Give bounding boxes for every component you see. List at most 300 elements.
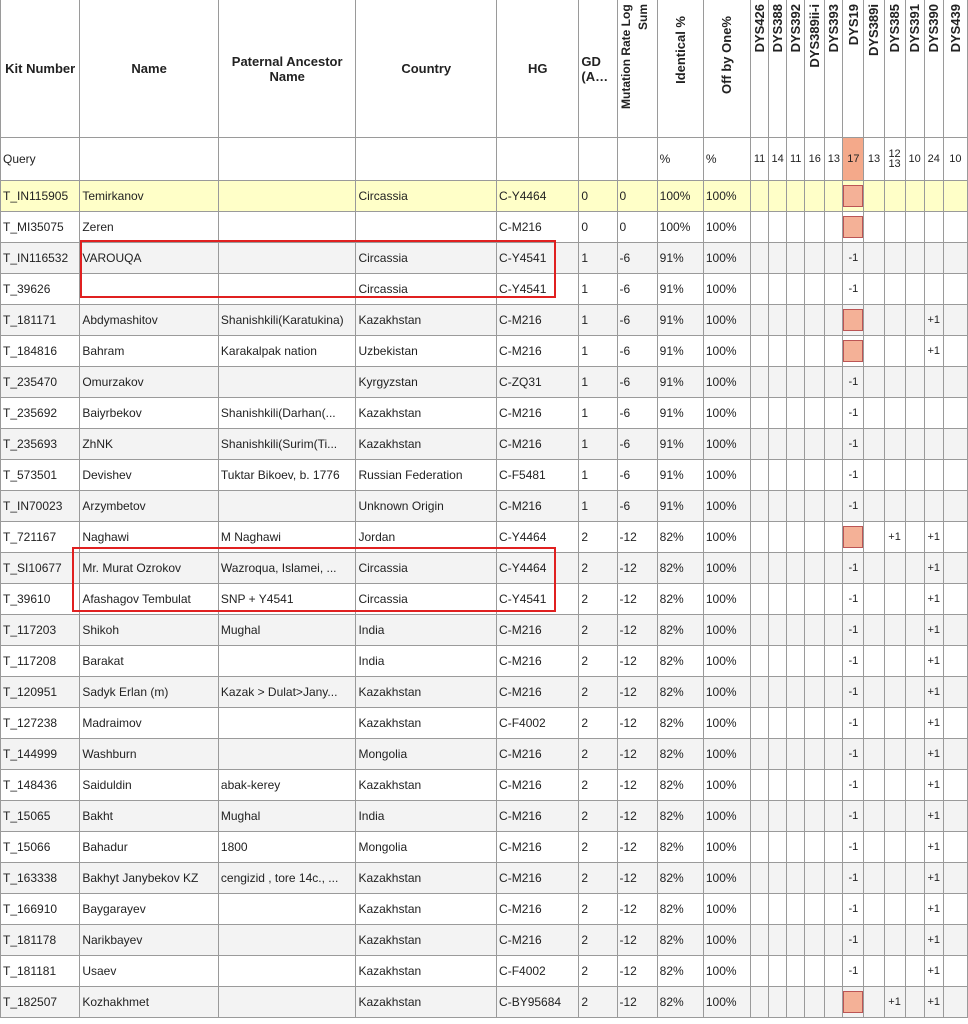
dys390-cell <box>924 367 943 398</box>
col-country[interactable]: Country <box>356 0 497 138</box>
mutation-cell: -12 <box>617 739 657 770</box>
dys-cell <box>787 770 805 801</box>
kit-number-cell: T_IN70023 <box>1 491 80 522</box>
mutation-cell: -12 <box>617 677 657 708</box>
dys390-cell: +1 <box>924 987 943 1018</box>
dys-cell <box>787 398 805 429</box>
dys-cell <box>805 553 825 584</box>
dys-cell <box>943 584 967 615</box>
dys-cell <box>769 770 787 801</box>
dys-cell <box>751 429 769 460</box>
mutation-cell: -12 <box>617 925 657 956</box>
dys390-cell: +1 <box>924 305 943 336</box>
col-dys426[interactable] <box>751 0 769 138</box>
dys-cell <box>751 584 769 615</box>
dys19-cell: -1 <box>843 677 864 708</box>
hg-cell: C-M216 <box>497 677 579 708</box>
dys-cell <box>805 956 825 987</box>
dys-cell <box>905 832 924 863</box>
identical-cell: 91% <box>657 429 703 460</box>
dys-cell <box>825 274 843 305</box>
offbyone-cell: 100% <box>703 460 750 491</box>
dys-cell <box>825 429 843 460</box>
hg-cell: C-M216 <box>497 615 579 646</box>
dys-label: DYS393 <box>826 4 842 53</box>
identical-cell: 82% <box>657 956 703 987</box>
dys390-cell <box>924 212 943 243</box>
table-row[interactable] <box>1 274 968 305</box>
dys-cell <box>787 677 805 708</box>
mutation-cell: -6 <box>617 398 657 429</box>
table-row[interactable] <box>1 739 968 770</box>
name-cell: Barakat <box>80 646 219 677</box>
name-cell <box>80 274 219 305</box>
table-row[interactable] <box>1 522 968 553</box>
dys-cell <box>864 894 884 925</box>
dys-cell <box>805 460 825 491</box>
dys-cell <box>943 398 967 429</box>
dys-cell <box>864 832 884 863</box>
dys-cell <box>864 956 884 987</box>
offbyone-cell: 100% <box>703 181 750 212</box>
table-row[interactable] <box>1 367 968 398</box>
dys-cell <box>805 770 825 801</box>
dys19-cell: -1 <box>843 367 864 398</box>
dys-cell <box>905 181 924 212</box>
ancestor-cell <box>218 243 356 274</box>
dys-cell <box>825 801 843 832</box>
dys-cell <box>943 336 967 367</box>
table-row[interactable] <box>1 801 968 832</box>
dys385-cell <box>884 832 905 863</box>
mutation-cell: -12 <box>617 553 657 584</box>
dys-cell <box>905 584 924 615</box>
hg-cell: C-M216 <box>497 212 579 243</box>
hg-cell: C-Y4541 <box>497 584 579 615</box>
dys19-cell: -1 <box>843 708 864 739</box>
dys19-cell: -1 <box>843 646 864 677</box>
dys385-cell <box>884 243 905 274</box>
kit-number-cell: T_15065 <box>1 801 80 832</box>
dys-cell <box>864 646 884 677</box>
col-mutation-rate-label: Mutation Rate Log Sum <box>618 4 650 109</box>
ancestor-cell: 1800 <box>218 832 356 863</box>
dys19-cell: -1 <box>843 553 864 584</box>
dys-cell <box>864 801 884 832</box>
dys385-cell <box>884 584 905 615</box>
dys-cell <box>769 305 787 336</box>
identical-cell: 100% <box>657 181 703 212</box>
name-cell: Washburn <box>80 739 219 770</box>
gd-cell: 2 <box>579 987 617 1018</box>
col-dys389ii-i[interactable] <box>805 0 825 138</box>
dys-cell <box>864 677 884 708</box>
dys-cell <box>825 894 843 925</box>
dys-cell <box>905 429 924 460</box>
dys-label: DYS439 <box>947 4 963 53</box>
query-dys-value: 10 <box>943 138 967 181</box>
table-row[interactable] <box>1 336 968 367</box>
table-row[interactable] <box>1 863 968 894</box>
dys-cell <box>825 863 843 894</box>
table-row[interactable] <box>1 708 968 739</box>
col-paternal-ancestor[interactable]: Paternal Ancestor Name <box>218 0 356 138</box>
dys-cell <box>805 739 825 770</box>
table-row[interactable] <box>1 305 968 336</box>
hg-cell: C-M216 <box>497 770 579 801</box>
country-cell: Kazakhstan <box>356 398 497 429</box>
dys-cell <box>787 243 805 274</box>
ancestor-cell: Kazak > Dulat>Jany... <box>218 677 356 708</box>
gd-cell: 0 <box>579 181 617 212</box>
dys-cell <box>769 894 787 925</box>
dys-cell <box>769 429 787 460</box>
dys-cell <box>769 212 787 243</box>
col-dys389i[interactable] <box>864 0 884 138</box>
col-dys392[interactable] <box>787 0 805 138</box>
gd-cell: 1 <box>579 336 617 367</box>
country-cell: Kazakhstan <box>356 305 497 336</box>
table-row[interactable] <box>1 615 968 646</box>
dys-label: DYS389ii-i <box>807 4 823 68</box>
col-dys385[interactable] <box>884 0 905 138</box>
dys-cell <box>805 243 825 274</box>
dys-cell <box>825 832 843 863</box>
dys-cell <box>805 491 825 522</box>
mutation-cell: -12 <box>617 894 657 925</box>
dys-cell <box>751 336 769 367</box>
dys-cell <box>787 274 805 305</box>
table-row[interactable] <box>1 398 968 429</box>
ancestor-cell: Shanishkili(Surim(Ti... <box>218 429 356 460</box>
dys-cell <box>825 708 843 739</box>
mutation-cell: -6 <box>617 367 657 398</box>
col-kit-number[interactable]: Kit Number <box>1 0 80 138</box>
dys-cell <box>825 367 843 398</box>
country-cell: Kazakhstan <box>356 987 497 1018</box>
col-dys390[interactable] <box>924 0 943 138</box>
dys19-cell: -1 <box>843 491 864 522</box>
name-cell: Temirkanov <box>80 181 219 212</box>
dys19-cell <box>843 212 864 243</box>
col-dys19[interactable] <box>843 0 864 138</box>
kit-number-cell: T_181178 <box>1 925 80 956</box>
gd-cell: 1 <box>579 367 617 398</box>
dys-cell <box>787 646 805 677</box>
dys-cell <box>751 212 769 243</box>
gd-cell: 2 <box>579 801 617 832</box>
table-row[interactable] <box>1 243 968 274</box>
country-cell: Kazakhstan <box>356 429 497 460</box>
table-row[interactable] <box>1 832 968 863</box>
dys-cell <box>905 894 924 925</box>
gd-cell: 1 <box>579 243 617 274</box>
name-cell: Afashagov Tembulat <box>80 584 219 615</box>
table-row[interactable] <box>1 491 968 522</box>
gd-cell: 2 <box>579 646 617 677</box>
table-row[interactable] <box>1 956 968 987</box>
dys-cell <box>864 925 884 956</box>
col-gd[interactable]: GD (Abs) <box>579 0 617 138</box>
dys390-cell: +1 <box>924 956 943 987</box>
gd-cell: 2 <box>579 522 617 553</box>
dys-label: DYS385 <box>887 4 903 53</box>
dys-cell <box>905 274 924 305</box>
identical-cell: 91% <box>657 274 703 305</box>
gd-cell: 1 <box>579 429 617 460</box>
dys-label: DYS391 <box>907 4 923 53</box>
dys-cell <box>751 770 769 801</box>
query-cell <box>617 138 657 181</box>
dys385-cell <box>884 553 905 584</box>
dys-cell <box>905 522 924 553</box>
mutation-cell: -12 <box>617 522 657 553</box>
ancestor-cell: Mughal <box>218 615 356 646</box>
dys385-cell <box>884 956 905 987</box>
kit-number-cell: T_IN115905 <box>1 181 80 212</box>
identical-cell: 82% <box>657 522 703 553</box>
dys-cell <box>769 491 787 522</box>
dys-cell <box>943 615 967 646</box>
identical-cell: 82% <box>657 801 703 832</box>
col-name[interactable]: Name <box>80 0 219 138</box>
country-cell: Kazakhstan <box>356 894 497 925</box>
mutation-cell: -12 <box>617 987 657 1018</box>
dys-cell <box>825 739 843 770</box>
dys-cell <box>751 274 769 305</box>
table-row[interactable] <box>1 677 968 708</box>
ancestor-cell: Shanishkili(Darhan(... <box>218 398 356 429</box>
dys-cell <box>769 367 787 398</box>
table-row[interactable] <box>1 429 968 460</box>
dys390-cell <box>924 491 943 522</box>
dys-cell <box>943 801 967 832</box>
col-dys391[interactable] <box>905 0 924 138</box>
dys-cell <box>769 274 787 305</box>
table-row[interactable] <box>1 894 968 925</box>
country-cell: Kazakhstan <box>356 708 497 739</box>
mutation-cell: -6 <box>617 305 657 336</box>
dys19-cell: -1 <box>843 243 864 274</box>
ancestor-cell: Karakalpak nation <box>218 336 356 367</box>
dys-cell <box>805 367 825 398</box>
gd-cell: 2 <box>579 863 617 894</box>
dys-cell <box>769 863 787 894</box>
dys-cell <box>864 460 884 491</box>
name-cell: Saiduldin <box>80 770 219 801</box>
offbyone-cell: 100% <box>703 832 750 863</box>
col-hg[interactable]: HG <box>497 0 579 138</box>
mutation-cell: 0 <box>617 181 657 212</box>
table-row[interactable] <box>1 460 968 491</box>
table-row[interactable] <box>1 212 968 243</box>
header-row <box>1 0 968 138</box>
dys-cell <box>751 181 769 212</box>
dys-cell <box>825 925 843 956</box>
country-cell: Kazakhstan <box>356 770 497 801</box>
dys-cell <box>943 429 967 460</box>
hg-cell: C-M216 <box>497 398 579 429</box>
dys19-cell: -1 <box>843 863 864 894</box>
identical-cell: 91% <box>657 336 703 367</box>
dys-cell <box>787 584 805 615</box>
dys-cell <box>787 491 805 522</box>
table-row[interactable] <box>1 553 968 584</box>
dys385-cell <box>884 646 905 677</box>
hg-cell: C-F4002 <box>497 956 579 987</box>
col-off-by-one[interactable] <box>703 0 750 138</box>
dys385-cell <box>884 460 905 491</box>
dys-cell <box>769 243 787 274</box>
offbyone-cell: 100% <box>703 584 750 615</box>
name-cell: Kozhakhmet <box>80 987 219 1018</box>
dys-cell <box>905 367 924 398</box>
dys-cell <box>805 522 825 553</box>
dys-cell <box>805 398 825 429</box>
offbyone-cell: 100% <box>703 615 750 646</box>
col-dys439[interactable] <box>943 0 967 138</box>
table-row[interactable] <box>1 770 968 801</box>
dys-cell <box>787 708 805 739</box>
gd-cell: 2 <box>579 956 617 987</box>
dys385-cell <box>884 429 905 460</box>
hg-cell: C-M216 <box>497 336 579 367</box>
dys-cell <box>769 181 787 212</box>
hg-cell: C-M216 <box>497 801 579 832</box>
dys-cell <box>943 646 967 677</box>
dys-cell <box>787 894 805 925</box>
dys-cell <box>864 398 884 429</box>
country-cell: Kyrgyzstan <box>356 367 497 398</box>
dys-label: DYS390 <box>926 4 942 53</box>
mutation-cell: -12 <box>617 708 657 739</box>
dys19-cell <box>843 336 864 367</box>
dys390-cell: +1 <box>924 553 943 584</box>
offbyone-cell: 100% <box>703 429 750 460</box>
offbyone-cell: 100% <box>703 398 750 429</box>
kit-number-cell: T_117208 <box>1 646 80 677</box>
identical-cell: 82% <box>657 863 703 894</box>
dys-cell <box>864 336 884 367</box>
hg-cell: C-Y4541 <box>497 243 579 274</box>
dys390-cell <box>924 181 943 212</box>
dys19-cell: -1 <box>843 801 864 832</box>
dys-cell <box>825 987 843 1018</box>
name-cell: Baygarayev <box>80 894 219 925</box>
identical-cell: 82% <box>657 708 703 739</box>
dys19-cell <box>843 181 864 212</box>
col-identical[interactable] <box>657 0 703 138</box>
col-dys388[interactable] <box>769 0 787 138</box>
query-cell <box>497 138 579 181</box>
dys-label: DYS392 <box>788 4 804 53</box>
dys-cell <box>905 646 924 677</box>
dys-label: DYS426 <box>752 4 768 53</box>
dys-cell <box>787 956 805 987</box>
dys-cell <box>751 708 769 739</box>
dys385-cell <box>884 770 905 801</box>
dys-cell <box>805 708 825 739</box>
dys390-cell: +1 <box>924 894 943 925</box>
dys-cell <box>943 522 967 553</box>
identical-cell: 82% <box>657 987 703 1018</box>
dys-cell <box>769 801 787 832</box>
ancestor-cell <box>218 739 356 770</box>
country-cell: Circassia <box>356 181 497 212</box>
name-cell: Usaev <box>80 956 219 987</box>
ancestor-cell <box>218 367 356 398</box>
identical-cell: 82% <box>657 646 703 677</box>
table-row[interactable] <box>1 181 968 212</box>
gd-cell: 2 <box>579 584 617 615</box>
mutation-cell: -12 <box>617 832 657 863</box>
dys385-cell <box>884 491 905 522</box>
dys19-cell: -1 <box>843 739 864 770</box>
dys390-cell: +1 <box>924 522 943 553</box>
dys-cell <box>751 460 769 491</box>
table-row[interactable] <box>1 987 968 1018</box>
dys390-cell: +1 <box>924 677 943 708</box>
offbyone-cell: 100% <box>703 894 750 925</box>
dys-cell <box>769 832 787 863</box>
dys-cell <box>787 925 805 956</box>
country-cell: Unknown Origin <box>356 491 497 522</box>
dys19-cell: -1 <box>843 274 864 305</box>
col-dys393[interactable] <box>825 0 843 138</box>
dys-cell <box>825 181 843 212</box>
dys-cell <box>751 832 769 863</box>
hg-cell: C-M216 <box>497 925 579 956</box>
col-mutation-rate[interactable] <box>617 0 657 138</box>
name-cell: Arzymbetov <box>80 491 219 522</box>
col-identical-label: Identical % <box>672 16 688 84</box>
offbyone-cell: 100% <box>703 801 750 832</box>
dys-cell <box>943 305 967 336</box>
dys19-cell: -1 <box>843 429 864 460</box>
dys-cell <box>769 460 787 491</box>
offbyone-cell: 100% <box>703 212 750 243</box>
query-cell <box>356 138 497 181</box>
country-cell: Circassia <box>356 553 497 584</box>
dys-cell <box>751 987 769 1018</box>
table-row[interactable] <box>1 646 968 677</box>
gd-cell: 1 <box>579 491 617 522</box>
dys-cell <box>787 615 805 646</box>
gd-cell: 1 <box>579 274 617 305</box>
dys-cell <box>864 553 884 584</box>
ancestor-cell <box>218 894 356 925</box>
query-dys19-value: 17 <box>843 138 864 181</box>
dys-cell <box>751 677 769 708</box>
mismatch-marker <box>843 216 863 238</box>
hg-cell: C-M216 <box>497 646 579 677</box>
ancestor-cell: M Naghawi <box>218 522 356 553</box>
dys-cell <box>825 491 843 522</box>
dys-cell <box>943 460 967 491</box>
query-dys-value: 14 <box>769 138 787 181</box>
offbyone-cell: 100% <box>703 274 750 305</box>
gd-cell: 2 <box>579 925 617 956</box>
table-row[interactable] <box>1 584 968 615</box>
hg-cell: C-F5481 <box>497 460 579 491</box>
ancestor-cell: abak-kerey <box>218 770 356 801</box>
kit-number-cell: T_127238 <box>1 708 80 739</box>
query-dys-value: 16 <box>805 138 825 181</box>
country-cell: Russian Federation <box>356 460 497 491</box>
dys-cell <box>751 956 769 987</box>
table-row[interactable] <box>1 925 968 956</box>
dys385-cell <box>884 708 905 739</box>
